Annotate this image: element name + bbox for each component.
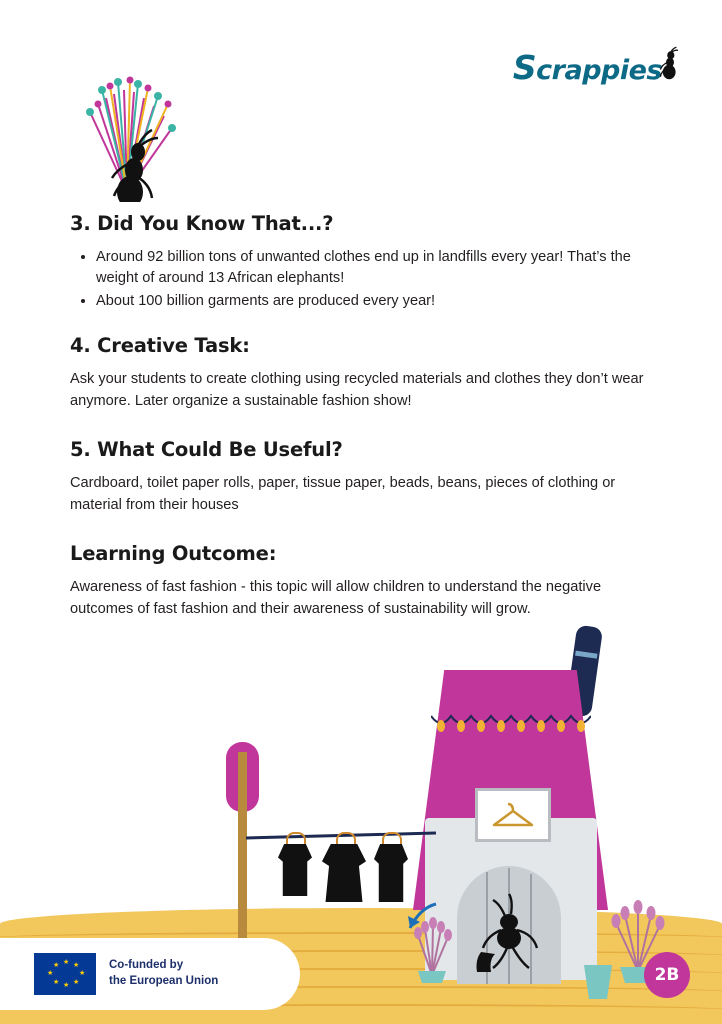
plant-center xyxy=(578,955,618,1004)
eu-funding-text xyxy=(109,958,218,989)
ant-logo-icon xyxy=(658,46,682,82)
brand-name-capital: S xyxy=(512,48,537,87)
creative-task-paragraph: Ask your students to create clothing using recycled materials and clothes they don’t wear anymore. Later organize a sustainable fashion show! xyxy=(70,371,644,409)
section-title-what-could-be-useful: 5. What Could Be Useful? xyxy=(70,438,343,462)
eu-funding-line1: Co-funded by xyxy=(109,959,184,972)
ant-mascot-icon xyxy=(477,894,538,972)
brand-name-rest: crappies xyxy=(536,55,662,86)
learning-outcome-paragraph: Awareness of fast fashion - this topic will allow children to understand the negative outcomes of fast fashion and their awareness of sustainability will grow. xyxy=(70,579,602,617)
hanging-garment xyxy=(322,844,366,902)
eu-funding-line2: the European Union xyxy=(109,975,219,987)
page-number-badge: 2B xyxy=(644,952,690,998)
eu-flag-icon: ★ ★ ★ ★ ★ ★ ★ ★ xyxy=(34,953,96,995)
list-item: • About 100 billion garments are produced every year! xyxy=(96,291,655,312)
roof-bunting xyxy=(431,712,591,738)
list-item: • Around 92 billion tons of unwanted clothes end up in landfills every year! That’s the weight of around 13 African elephants! xyxy=(96,247,655,289)
shop-window xyxy=(475,788,551,842)
section-title-learning-outcome: Learning Outcome: xyxy=(70,542,277,566)
hanger-icon xyxy=(490,799,536,829)
header-artwork xyxy=(72,42,202,202)
did-you-know-bullets xyxy=(70,247,655,312)
clothesline-post xyxy=(238,752,247,942)
eu-funding-badge xyxy=(0,938,300,1010)
what-could-be-useful-paragraph: Cardboard, toilet paper rolls, paper, tissue paper, beads, beans, pieces of clothing or material from their houses xyxy=(70,475,616,513)
brand-logo xyxy=(508,46,678,90)
section-title-creative-task: 4. Creative Task: xyxy=(70,334,250,358)
hanging-garment xyxy=(374,844,408,902)
section-title-did-you-know: 3. Did You Know That...? xyxy=(70,212,334,235)
shop-door xyxy=(457,866,561,984)
brand-wordmark xyxy=(513,48,662,87)
hanging-garment xyxy=(278,844,312,896)
plant-left xyxy=(410,913,454,988)
document-content xyxy=(70,212,655,646)
